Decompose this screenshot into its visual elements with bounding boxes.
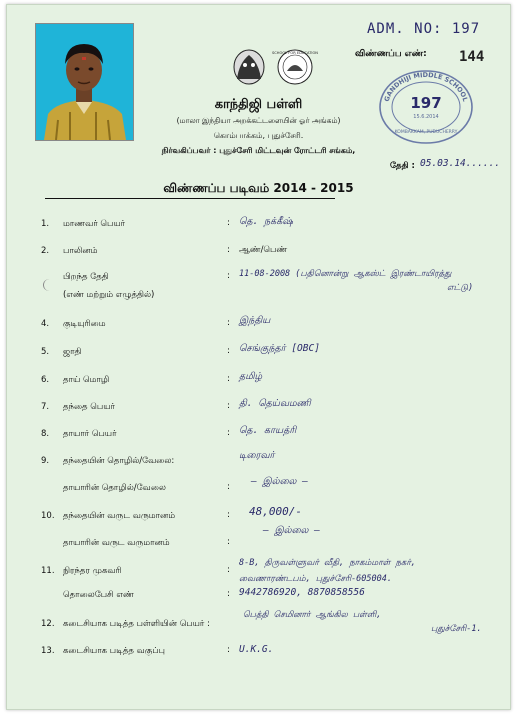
field-value-last-school: பெத்தி செமினார் ஆங்கில பள்ளி, — [243, 610, 382, 620]
field-number: 8. — [41, 429, 50, 439]
field-colon: : — [227, 374, 231, 384]
field-value-caste: செங்குந்தர் [OBC] — [239, 343, 320, 354]
field-colon: : — [227, 645, 231, 655]
field-number: 4. — [41, 319, 50, 329]
stamp-ring-text: GANDHIJI MIDDLE SCHOOL — [382, 70, 470, 103]
field-value-mother-name: தெ. காயத்ரி — [239, 425, 297, 436]
field-label-last-class: கடைசியாக படித்த வகுப்பு — [63, 646, 165, 656]
field-label-dob-note: (எண் மற்றும் எழுத்தில்) — [63, 290, 155, 300]
field-label-mother-tongue: தாய் மொழி — [63, 375, 110, 385]
title-underline — [45, 198, 335, 199]
field-number: 6. — [41, 375, 50, 385]
field-colon: : — [227, 428, 231, 438]
field-number: 5. — [41, 347, 50, 357]
application-number-label: விண்ணப்ப எண்: — [355, 49, 427, 59]
field-colon: : — [227, 271, 231, 281]
field-value-father-name: தி. தெய்வமணி — [239, 398, 311, 409]
field-number: 13. — [41, 646, 55, 656]
field-number: 10. — [41, 511, 55, 521]
application-form-sheet — [6, 4, 511, 710]
field-number: 11. — [41, 566, 55, 576]
field-number: 2. — [41, 246, 50, 256]
date-value: 05.03.14...... — [420, 158, 501, 169]
field-label-mother-occupation: தாயாரின் தொழில்/வேலை — [63, 483, 166, 493]
field-value-father-occupation: டிரைவர் — [239, 450, 275, 461]
stamp-date: 15.6.2014 — [413, 114, 439, 120]
field-value-mother-income: — இல்லை — — [263, 525, 320, 536]
stamp-bottom-text: KOMBAKKAM, PUDUCHERRY — [394, 130, 458, 135]
school-name: காந்திஜி பள்ளி — [214, 97, 303, 112]
field-value-last-class: U.K.G. — [239, 644, 274, 655]
field-value-last-school-cont: புதுச்சேரி-1. — [431, 624, 482, 634]
field-value-phone: 9442786920, 8870858556 — [239, 587, 365, 598]
field-colon: : — [227, 589, 231, 599]
school-location: கொம்பாக்கம், புதுச்சேரி. — [213, 131, 304, 140]
field-label-nationality: குடியுரிமை — [63, 319, 106, 329]
field-value-dob-cont: எட்டு) — [447, 283, 474, 293]
field-number: 7. — [41, 402, 50, 412]
punch-hole-mark — [43, 279, 56, 291]
field-label-father-income: தந்தையின் வருட வருமானம் — [63, 511, 176, 521]
field-label-phone: தொலைபேசி எண் — [63, 590, 134, 600]
field-value-student-name: தெ. நக்கீஷ் — [239, 216, 293, 227]
field-label-permanent-address: நிரந்தர முகவரி — [63, 566, 122, 576]
field-colon: : — [227, 245, 231, 255]
field-value-gender: ஆண்/பெண் — [239, 245, 288, 255]
field-colon: : — [227, 482, 231, 492]
form-title: விண்ணப்ப படிவம் 2014 - 2015 — [163, 181, 354, 195]
field-colon: : — [227, 218, 231, 228]
field-value-father-income: 48,000/- — [249, 505, 302, 518]
field-number: 12. — [41, 619, 55, 629]
field-label-mother-income: தாயாரின் வருட வருமானம் — [63, 538, 170, 548]
field-colon: : — [227, 346, 231, 356]
stamp-number: 197 — [410, 94, 442, 112]
field-label-father-name: தந்தை பெயர் — [63, 402, 115, 412]
application-number-value: 144 — [459, 49, 485, 65]
field-label-father-occupation: தந்தையின் தொழில்/வேலை: — [63, 456, 175, 466]
field-label-last-school: கடைசியாக படித்த பள்ளியின் பெயர் : — [63, 619, 210, 629]
field-number: 9. — [41, 456, 50, 466]
date-label: தேதி : — [390, 161, 415, 171]
field-label-student-name: மாணவர் பெயர் — [63, 219, 126, 229]
admission-number: ADM. NO: 197 — [367, 21, 481, 37]
field-value-nationality: இந்திய — [239, 315, 271, 326]
field-number: 1. — [41, 219, 50, 229]
field-value-mother-tongue: தமிழ் — [239, 371, 263, 382]
school-subtitle: (மாலா இந்தியா அறக்கட்டளையின் ஓர் அங்கம்) — [176, 116, 341, 125]
school-administrator: நிர்வகிப்பவர் : புதுச்சேரி மிட்டவுன் ரோட்டரி சங்கம், — [161, 146, 356, 155]
field-colon: : — [227, 318, 231, 328]
field-colon: : — [227, 510, 231, 520]
field-colon: : — [227, 565, 231, 575]
field-label-mother-name: தாயார் பெயர் — [63, 429, 117, 439]
field-label-caste: ஜாதி — [63, 347, 82, 357]
logo-ring-text: SCHOOL FOR EDUCATION — [272, 51, 318, 55]
field-label-dob: பிறந்த தேதி — [63, 272, 109, 282]
field-value-mother-occupation: — இல்லை — — [251, 476, 308, 487]
field-label-gender: பாலினம் — [63, 246, 98, 256]
field-value-address-line2: வைணாரண்டபம், புதுச்சேரி-605004. — [239, 574, 393, 584]
field-value-dob: 11-08-2008 (பதினொன்று ஆகஸ்ட் இரண்டாயிரத்து — [239, 269, 452, 279]
field-value-address-line1: 8-B, திருவள்ளுவர் வீதி, நாகம்மாள் நகர், — [239, 558, 416, 568]
gandhi-logo — [229, 45, 319, 91]
field-colon: : — [227, 537, 231, 547]
field-colon: : — [227, 401, 231, 411]
